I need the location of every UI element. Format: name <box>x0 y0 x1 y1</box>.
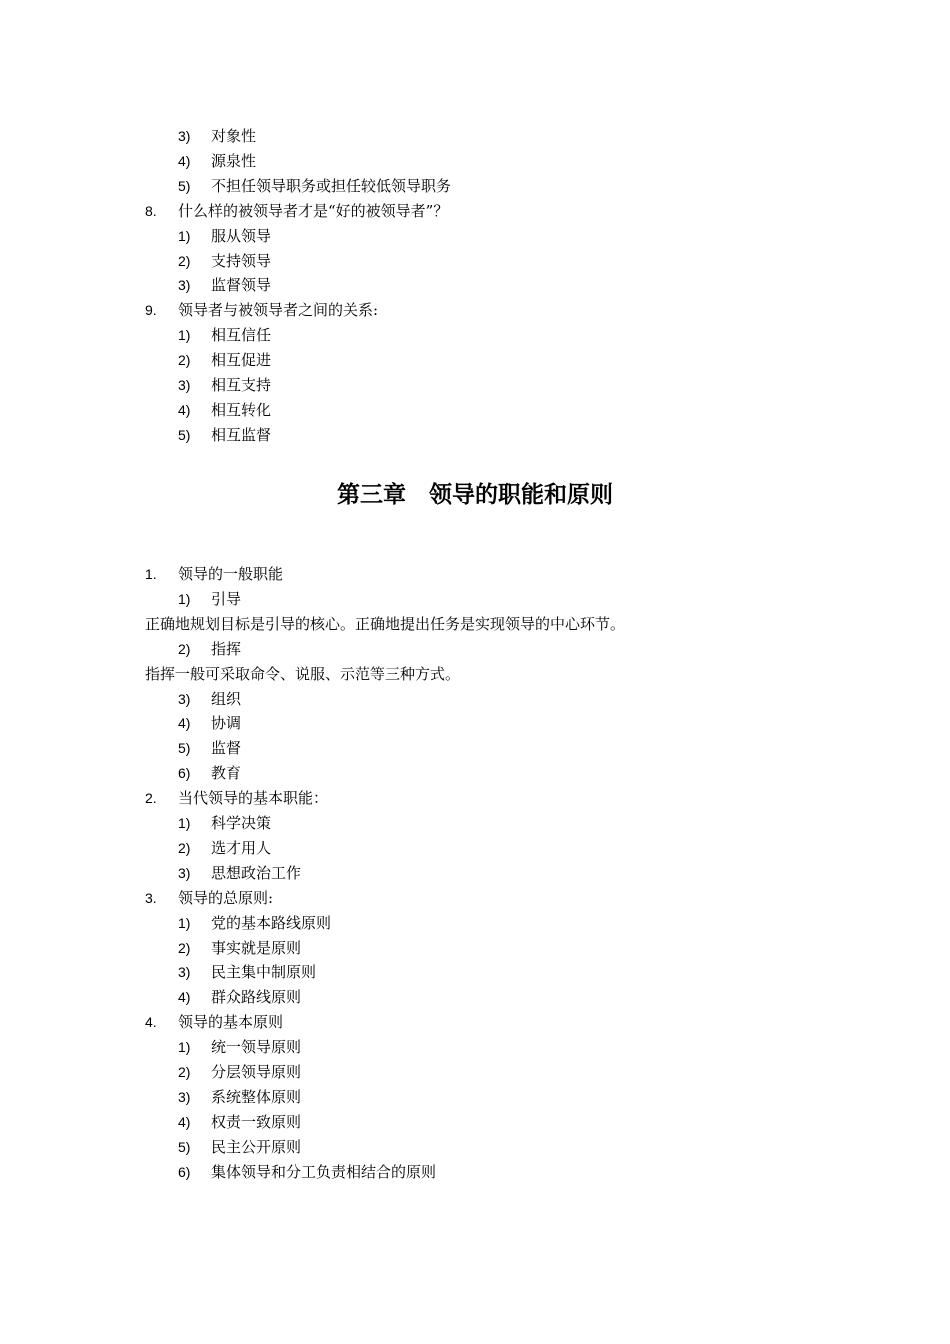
list-number: 3. <box>145 889 157 906</box>
list-text: 党的基本路线原则 <box>211 913 332 932</box>
list-number: 3) <box>178 690 191 707</box>
chapter-title: 第三章 领导的职能和原则 <box>337 482 613 508</box>
list-text: 权责一致原则 <box>211 1112 302 1131</box>
list-text: 群众路线原则 <box>211 988 302 1007</box>
list-number: 3) <box>178 1088 191 1105</box>
list-number: 3) <box>178 128 191 144</box>
list-number: 5) <box>178 177 191 194</box>
list-text: 相互转化 <box>211 400 272 419</box>
list-number: 4) <box>178 152 191 169</box>
list-text: 指挥 <box>211 639 242 658</box>
list-text: 指挥一般可采取命令、说服、示范等三种方式。 <box>145 664 461 683</box>
list-text: 协调 <box>211 714 242 733</box>
list-number: 6) <box>178 1163 191 1180</box>
list-text: 正确地规划目标是引导的核心。正确地提出任务是实现领导的中心环节。 <box>145 614 626 633</box>
list-text: 集体领导和分工负责相结合的原则 <box>211 1162 437 1181</box>
list-number: 4) <box>178 715 191 732</box>
list-number: 1) <box>178 327 191 344</box>
list-text: 监督领导 <box>211 276 272 295</box>
list-text: 思想政治工作 <box>211 863 302 882</box>
list-number: 4) <box>178 401 191 418</box>
list-number: 4) <box>178 1113 191 1130</box>
list-text: 什么样的被领导者才是“好的被领导者”？ <box>178 201 449 220</box>
list-number: 5) <box>178 1138 191 1155</box>
list-text: 民主集中制原则 <box>211 963 317 982</box>
list-text: 事实就是原则 <box>211 938 302 957</box>
list-text: 不担任领导职务或担任较低领导职务 <box>211 176 452 195</box>
list-text: 监督 <box>211 739 242 758</box>
list-number: 2) <box>178 640 191 657</box>
list-number: 2) <box>178 839 191 856</box>
list-number: 4) <box>178 989 191 1006</box>
list-number: 1) <box>178 227 191 244</box>
list-number: 3) <box>178 377 191 393</box>
list-text: 民主公开原则 <box>211 1137 302 1156</box>
list-number: 1) <box>178 1039 191 1056</box>
list-number: 8. <box>145 202 157 219</box>
list-text: 对象性 <box>211 127 257 145</box>
list-text: 支持领导 <box>211 251 272 270</box>
list-text: 领导者与被领导者之间的关系: <box>178 301 379 320</box>
list-number: 1) <box>178 590 191 607</box>
list-number: 5) <box>178 426 191 443</box>
list-number: 3) <box>178 277 191 294</box>
list-text: 教育 <box>211 764 242 783</box>
list-number: 2) <box>178 1064 191 1080</box>
list-number: 3) <box>178 964 191 981</box>
list-text: 系统整体原则 <box>211 1087 302 1106</box>
list-text: 引导 <box>211 589 242 608</box>
list-number: 5) <box>178 740 191 757</box>
list-text: 服从领导 <box>211 226 272 245</box>
list-text: 当代领导的基本职能： <box>178 789 329 808</box>
list-text: 领导的基本原则 <box>178 1013 284 1032</box>
list-number: 2. <box>145 790 157 807</box>
list-number: 1. <box>145 566 157 582</box>
list-text: 领导的一般职能 <box>178 565 284 583</box>
list-text: 分层领导原则 <box>211 1063 302 1081</box>
list-text: 相互促进 <box>211 351 272 370</box>
list-text: 科学决策 <box>211 814 272 832</box>
list-number: 2) <box>178 352 191 369</box>
list-number: 4. <box>145 1014 157 1031</box>
list-number: 6) <box>178 765 191 782</box>
list-text: 相互支持 <box>211 376 272 394</box>
list-text: 相互信任 <box>211 326 272 345</box>
list-number: 2) <box>178 939 191 956</box>
list-text: 相互监督 <box>211 425 272 444</box>
list-text: 统一领导原则 <box>211 1038 302 1057</box>
list-number: 9. <box>145 302 157 319</box>
list-text: 源泉性 <box>211 151 257 170</box>
list-text: 领导的总原则: <box>178 888 274 907</box>
list-number: 1) <box>178 914 191 931</box>
list-text: 选才用人 <box>211 838 272 857</box>
list-number: 3) <box>178 864 191 881</box>
list-text: 组织 <box>211 689 242 708</box>
list-number: 1) <box>178 815 191 831</box>
list-number: 2) <box>178 252 191 269</box>
